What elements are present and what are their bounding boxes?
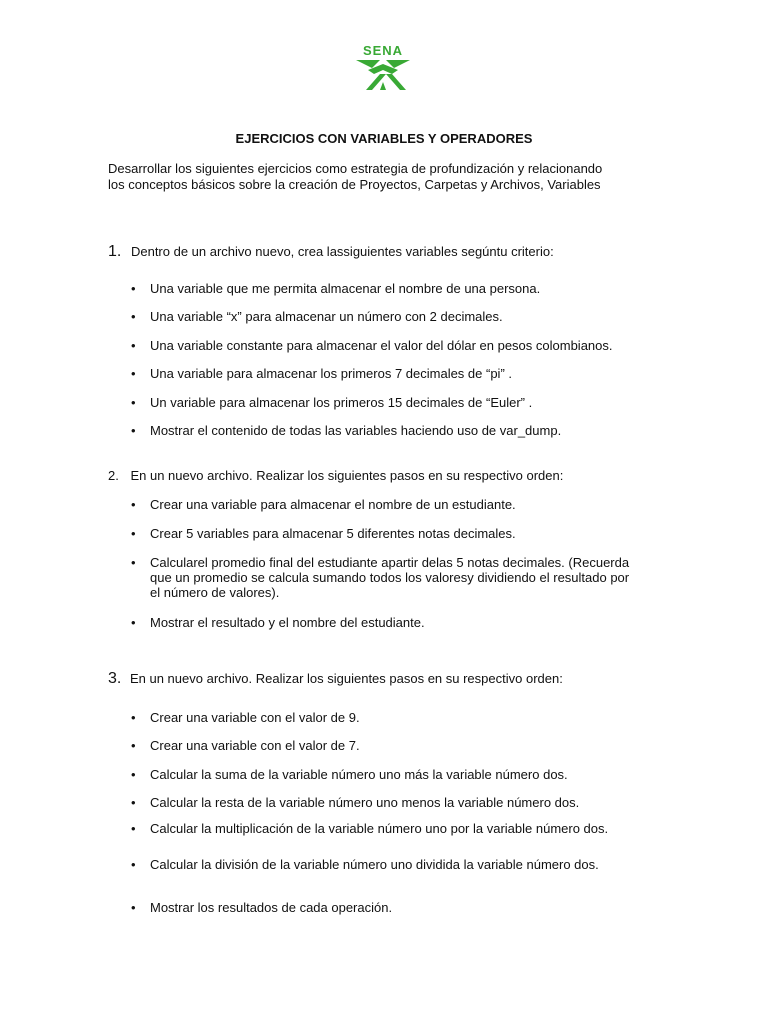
bullet-icon: • <box>131 555 136 570</box>
intro-paragraph <box>108 161 668 193</box>
section-2-title: En un nuevo archivo. Realizar los siguientes pasos en su respectivo orden: <box>130 468 564 483</box>
section-1-heading <box>108 243 554 261</box>
bullet-icon: • <box>131 423 136 438</box>
bullet-icon: • <box>131 526 136 541</box>
section-3-number: 3. <box>108 670 122 687</box>
section-3-heading <box>108 670 563 688</box>
bullet-icon: • <box>131 309 136 324</box>
bullet-icon: • <box>131 738 136 753</box>
bullet-icon: • <box>131 795 136 810</box>
bullet-icon: • <box>131 281 136 296</box>
section-1-number: 1. <box>108 243 122 260</box>
bullet-icon: • <box>131 857 136 872</box>
section-2-number: 2. <box>108 468 119 483</box>
bullet-icon: • <box>131 767 136 782</box>
bullet-icon: • <box>131 615 136 630</box>
section-2-heading <box>108 468 563 483</box>
bullet-icon: • <box>131 338 136 353</box>
bullet-icon: • <box>131 710 136 725</box>
intro-line-1: Desarrollar los siguientes ejercicios como estrategia de profundización y relacionando <box>108 161 603 176</box>
sena-logo-mark <box>352 56 414 92</box>
bullet-icon: • <box>131 366 136 381</box>
intro-line-2: los conceptos básicos sobre la creación de Proyectos, Carpetas y Archivos, Variables <box>108 177 601 192</box>
bullet-icon: • <box>131 395 136 410</box>
bullet-icon: • <box>131 821 136 836</box>
bullet-icon: • <box>131 900 136 915</box>
section-3-title: En un nuevo archivo. Realizar los siguientes pasos en su respectivo orden: <box>129 671 563 686</box>
sena-logo-text: SENA <box>362 43 404 58</box>
section-1-title: Dentro de un archivo nuevo, crea lassiguientes variables segúntu criterio: <box>130 244 554 259</box>
bullet-icon: • <box>131 497 136 512</box>
document-title: EJERCICIOS CON VARIABLES Y OPERADORES <box>235 131 533 146</box>
sena-logo <box>352 44 414 92</box>
